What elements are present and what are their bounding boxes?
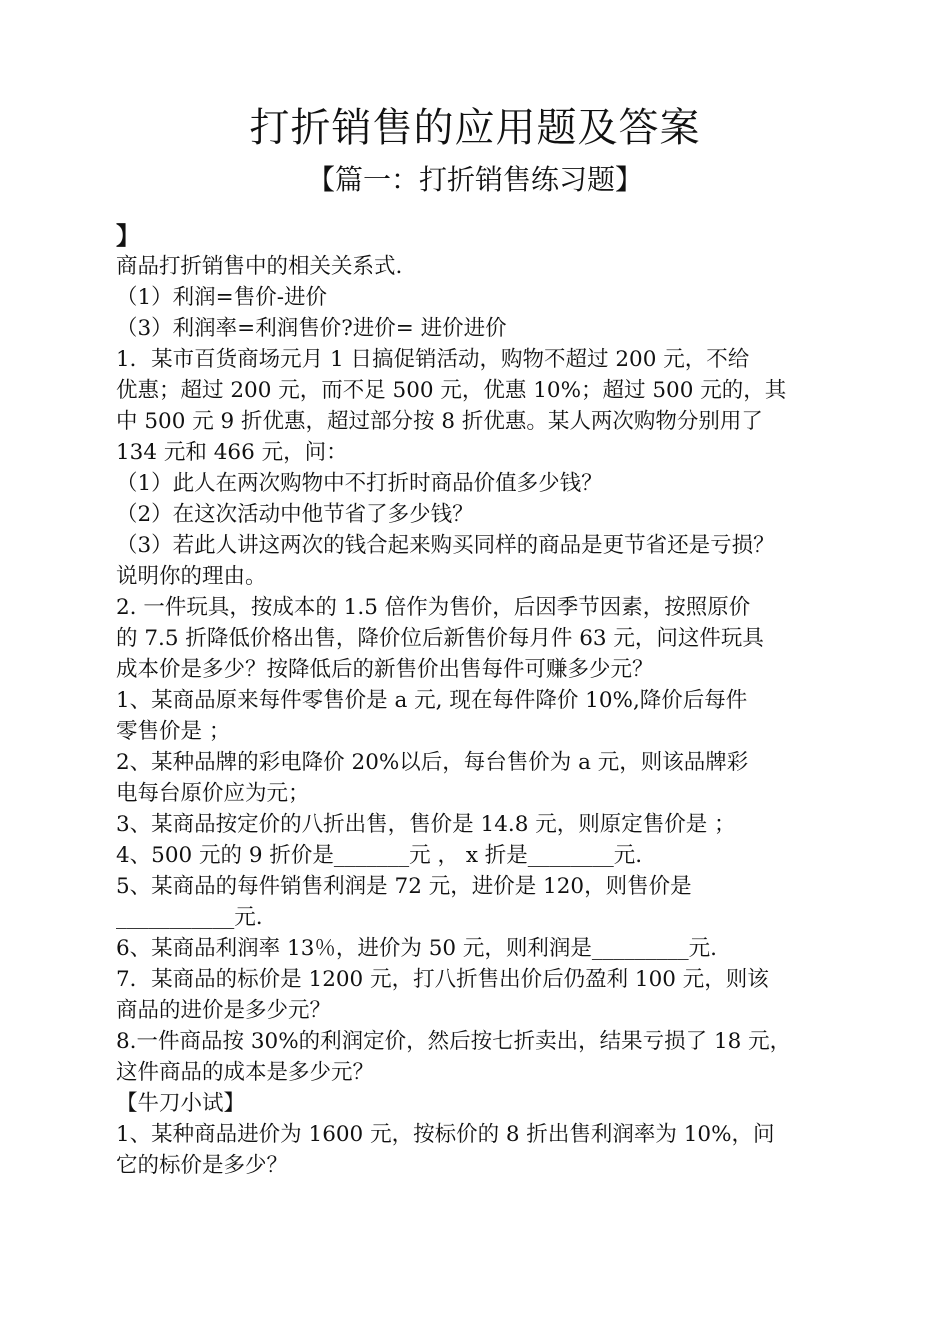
text-line: ___________元. xyxy=(116,905,263,930)
text-line: （2）在这次活动中他节省了多少钱？ xyxy=(116,502,474,527)
text-line: 3、某商品按定价的八折出售，售价是 14.8 元，则原定售价是 ； xyxy=(116,812,736,837)
text-line: 】 xyxy=(116,221,140,250)
text-line: 优惠；超过 200 元，而不足 500 元，优惠 10%；超过 500 元的，其 xyxy=(116,378,787,403)
text-line: 6、某商品利润率 13％，进价为 50 元，则利润是_________元. xyxy=(116,936,717,961)
text-line: 电每台原价应为元； xyxy=(116,781,310,806)
text-line: 4、500 元的 9 折价是_______元 ， x 折是________元. xyxy=(116,843,643,868)
text-line: （3）利润率=利润售价?进价= 进价进价 xyxy=(116,316,507,341)
document-title: 打折销售的应用题及答案 xyxy=(249,105,701,151)
text-line: 说明你的理由。 xyxy=(116,564,267,589)
text-line: 商品的进价是多少元？ xyxy=(116,998,332,1023)
text-line: 中 500 元 9 折优惠，超过部分按 8 折优惠。某人两次购物分别用了 xyxy=(116,409,763,434)
text-line: 2. 一件玩具，按成本的 1.5 倍作为售价，后因季节因素，按照原价 xyxy=(116,595,751,620)
text-line: 2、某种品牌的彩电降价 20%以后，每台售价为 a 元，则该品牌彩 xyxy=(116,750,749,775)
text-line: 【牛刀小试】 xyxy=(116,1091,246,1116)
text-line: 它的标价是多少？ xyxy=(116,1153,289,1178)
text-line: 134 元和 466 元，问： xyxy=(116,440,348,465)
text-line: 商品打折销售中的相关关系式. xyxy=(116,254,403,279)
text-line: 这件商品的成本是多少元？ xyxy=(116,1060,375,1085)
document-subtitle: 【篇一：打折销售练习题】 xyxy=(306,163,643,196)
text-line: 1、某种商品进价为 1600 元，按标价的 8 折出售利润率为 10%，问 xyxy=(116,1122,775,1147)
text-line: 的 7.5 折降低价格出售，降价位后新售价每月件 63 元，问这件玩具 xyxy=(116,626,764,651)
text-line: （1）此人在两次购物中不打折时商品价值多少钱？ xyxy=(116,471,603,496)
text-line: 1、某商品原来每件零售价是 a 元, 现在每件降价 10%,降价后每件 xyxy=(116,688,748,713)
text-line: （1）利润=售价-进价 xyxy=(116,285,327,310)
text-line: 零售价是 ； xyxy=(116,719,231,744)
text-line: 成本价是多少？按降低后的新售价出售每件可赚多少元？ xyxy=(116,657,654,682)
text-line: 7．某商品的标价是 1200 元，打八折售出价后仍盈利 100 元，则该 xyxy=(116,967,769,992)
text-line: 5、某商品的每件销售利润是 72 元，进价是 120，则售价是 xyxy=(116,874,692,899)
text-line: （3）若此人讲这两次的钱合起来购买同样的商品是更节省还是亏损？ xyxy=(116,533,775,558)
text-line: 8.一件商品按 30%的利润定价，然后按七折卖出，结果亏损了 18 元， xyxy=(116,1029,792,1054)
text-line: 1．某市百货商场元月 1 日搞促销活动，购物不超过 200 元，不给 xyxy=(116,347,750,372)
document-body xyxy=(116,220,876,1181)
